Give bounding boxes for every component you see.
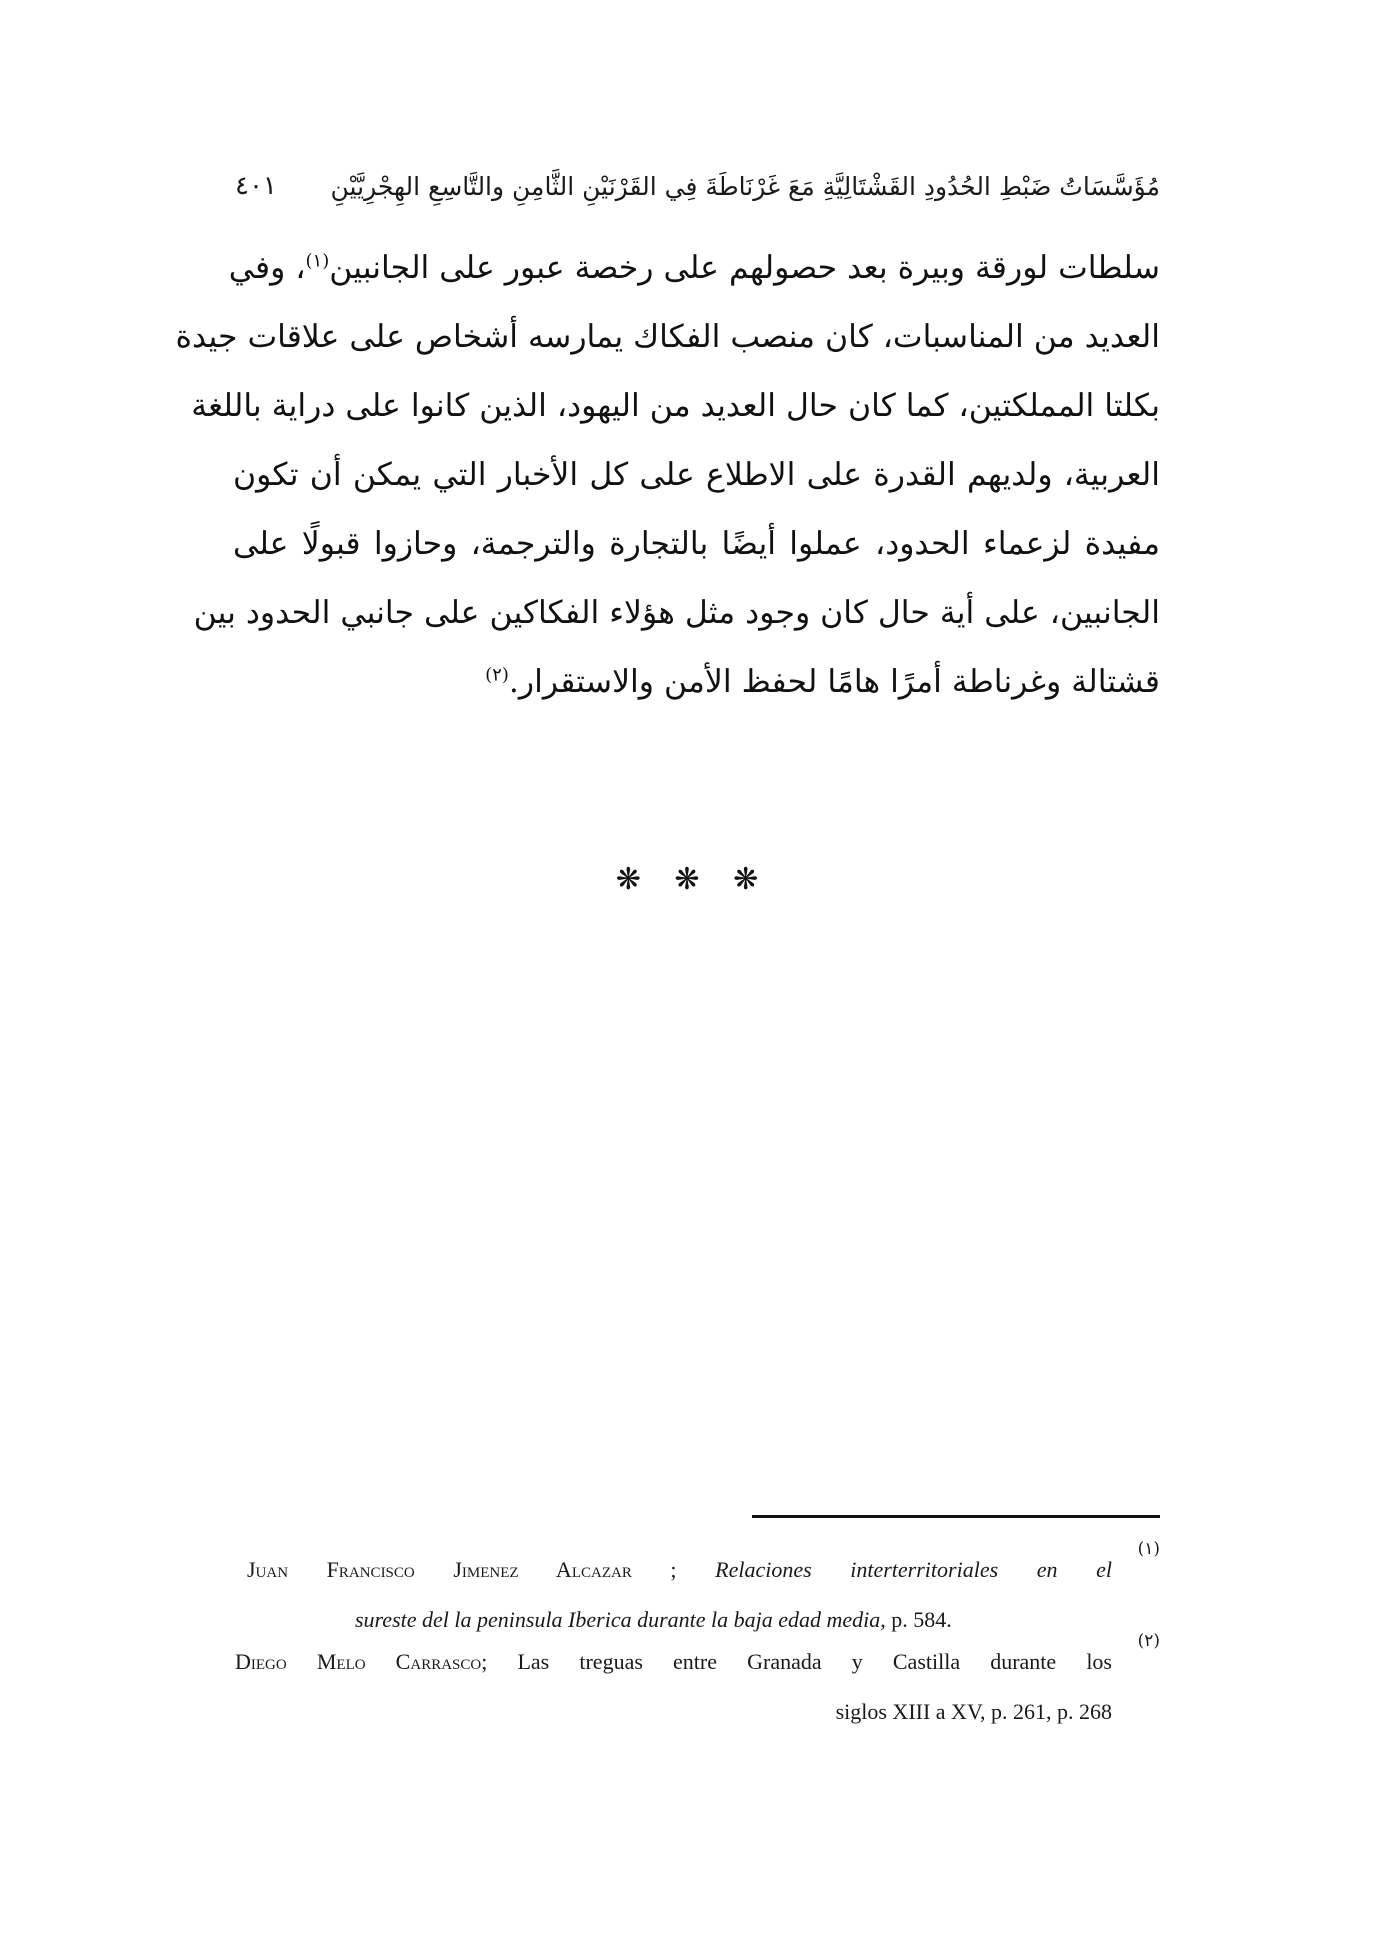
footnote-pages: , p. 584. (880, 1607, 952, 1632)
paragraph-line: العربية، ولديهم القدرة على الاطلاع على كل الأخبار التي يمكن أن تكون (233, 457, 1160, 493)
footnote-marker: (١) (1137, 1539, 1160, 1559)
footnote-separator: ; (481, 1649, 518, 1674)
paragraph-text: قشتالة وغرناطة أمرًا هامًا لحفظ الأمن والاستقرار. (508, 664, 1160, 700)
footnote-author: Juan Francisco Jimenez Alcazar (247, 1557, 632, 1582)
footnote-divider (752, 1515, 1160, 1518)
footnotes (235, 1539, 1160, 1737)
page-number: ٤٠١ (235, 171, 277, 201)
paragraph-line: الجانبين، على أية حال كان وجود مثل هؤلاء الفكاكين على جانبي الحدود بين (193, 595, 1160, 631)
footnote-title: sureste del la peninsula Iberica durante la baja edad media (355, 1607, 881, 1632)
paragraph-line: بكلتا المملكتين، كما كان حال العديد من اليهود، الذين كانوا على دراية باللغة (191, 388, 1160, 424)
footnote-separator: ; (631, 1557, 716, 1582)
paragraph-line (233, 648, 1160, 717)
footnote-2 (235, 1631, 1160, 1737)
footnote-marker: (٢) (1137, 1631, 1160, 1651)
running-header (235, 158, 1160, 214)
footnote-title: siglos XIII a XV, p. 261, p. 268 (835, 1699, 1112, 1724)
footnote-line (235, 1687, 1160, 1737)
paragraph-line: العديد من المناسبات، كان منصب الفكاك يمارسه أشخاص على علاقات جيدة (175, 319, 1160, 355)
footnote-title: Las treguas entre Granada y Castilla durante los (517, 1649, 1112, 1674)
section-separator: ❋ ❋ ❋ (615, 862, 771, 897)
footnote-1 (235, 1539, 1160, 1645)
footnote-line (235, 1545, 1160, 1595)
footnote-author: Diego Melo Carrasco (235, 1649, 482, 1674)
paragraph-text: ، وفي (228, 250, 306, 286)
paragraph-text: سلطات لورقة وبيرة بعد حصولهم على رخصة عبور على الجانبين (329, 250, 1160, 286)
footnote-ref-1[interactable]: (١) (305, 250, 330, 272)
paragraph-line (228, 234, 1160, 303)
paragraph-line: مفيدة لزعماء الحدود، عملوا أيضًا بالتجارة والترجمة، وحازوا قبولًا على (233, 526, 1160, 562)
main-paragraph (175, 234, 1160, 717)
running-title: مُؤَسَّسَاتُ ضَبْطِ الحُدُودِ القَشْتَالِيَّةِ مَعَ غَرْنَاطَةَ فِي القَرْنَيْنِ الثَّامِنِ والتَّاسِعِ الهِجْرِيَّيْنِ (330, 171, 1160, 201)
footnote-ref-2[interactable]: (٢) (485, 664, 509, 686)
footnote-line (235, 1637, 1160, 1687)
footnote-title: Relaciones interterritoriales en el (715, 1557, 1112, 1582)
